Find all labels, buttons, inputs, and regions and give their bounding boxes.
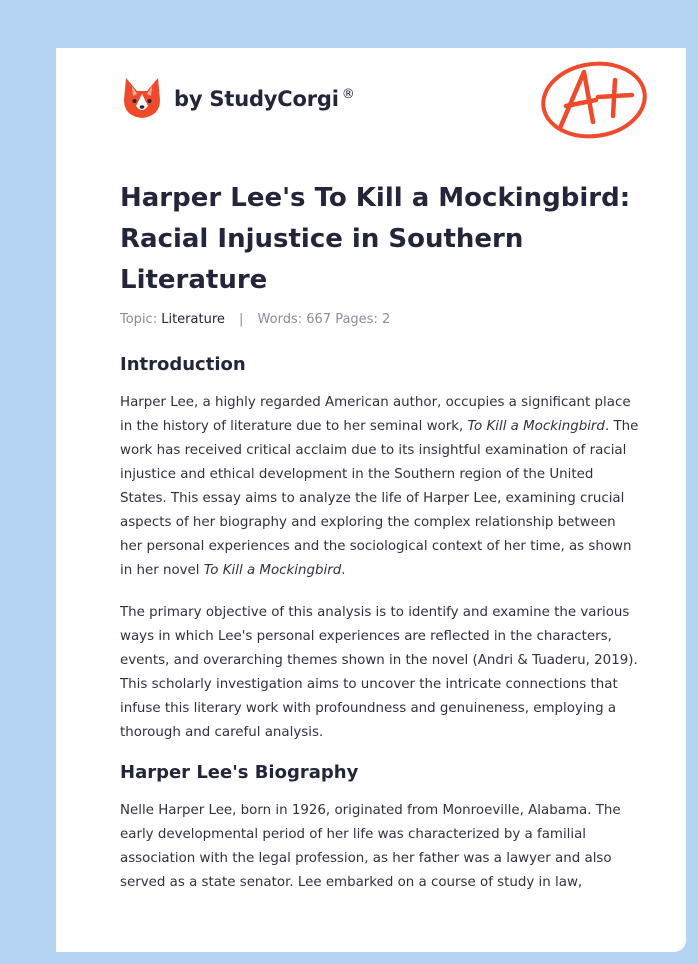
corgi-icon — [122, 76, 162, 122]
section-heading-biography: Harper Lee's Biography — [120, 762, 359, 783]
document-title: Harper Lee's To Kill a Mockingbird: Racial Injustice in Southern Literature — [120, 183, 631, 295]
meta-separator: | — [239, 312, 244, 327]
section-heading-introduction: Introduction — [120, 354, 246, 375]
a-plus-grade-icon — [538, 58, 650, 140]
word-count: Words: 667 — [257, 312, 332, 327]
paragraph: Harper Lee, a highly regarded American author, occupies a significant place in the history of literature due to her seminal work, To Kill a Mockingbird. The work has received critical acclaim due to its insightful examination of racial injustice and ethical development in the Southern region of the United States. This essay aims to analyze the life of Harper Lee, examining crucial aspects of her biography and exploring the complex relationship between her personal experiences and the sociological context of her time, as shown in her novel To Kill a Mockingbird. — [120, 395, 639, 578]
document-meta — [120, 312, 390, 327]
topic-link[interactable]: Literature — [161, 312, 225, 327]
brand-name: by StudyCorgi ® — [174, 87, 355, 111]
paragraph: Nelle Harper Lee, born in 1926, originated from Monroeville, Alabama. The early developmental period of her life was characterized by a familial association with the legal profession, as her father was a lawyer and also served as a state senator. Lee embarked on a course of study in law, — [120, 803, 621, 890]
topic-label: Topic: — [120, 312, 158, 327]
document-body — [120, 353, 640, 895]
page-count: Pages: 2 — [335, 312, 391, 327]
studycorgi-logo[interactable] — [122, 76, 355, 122]
paragraph: The primary objective of this analysis is to identify and examine the various ways in which Lee's personal experiences are reflected in the characters, events, and overarching themes shown in the novel (Andri & Tuaderu, 2019). This scholarly investigation aims to uncover the intricate connections that infuse this literary work with profoundness and genuineness, employing a thorough and careful analysis. — [120, 605, 638, 740]
document-page — [56, 48, 686, 952]
